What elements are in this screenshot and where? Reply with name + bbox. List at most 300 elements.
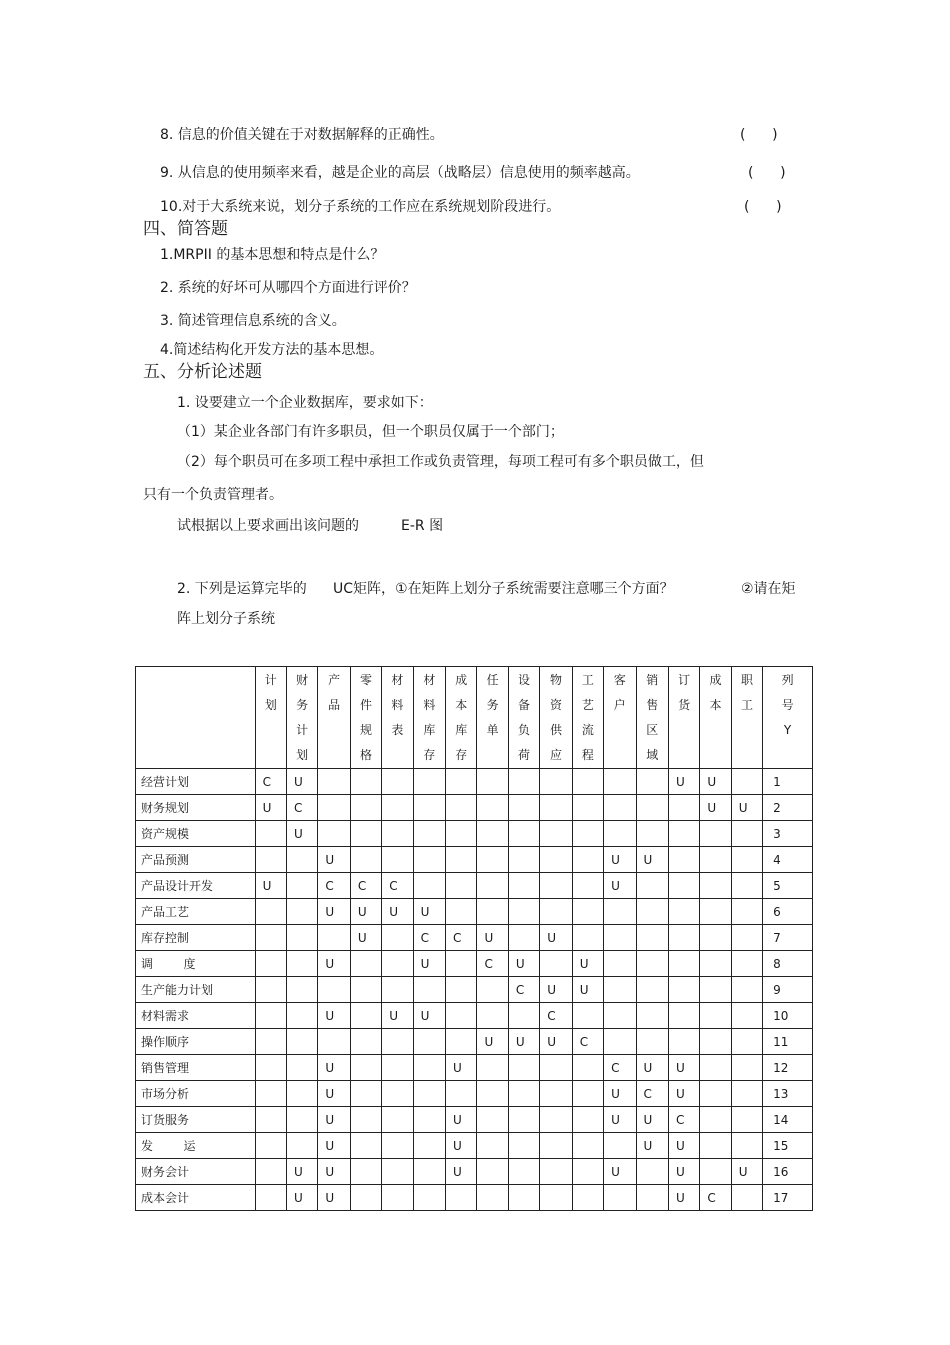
uc-row-label: 经营计划	[136, 769, 256, 795]
uc-row-number: 10	[763, 1003, 813, 1029]
uc-cell	[540, 769, 572, 795]
uc-cell	[286, 925, 317, 951]
uc-cell: C	[286, 795, 317, 821]
uc-cell	[446, 1185, 477, 1211]
uc-cell	[508, 769, 539, 795]
uc-cell: U	[668, 1185, 699, 1211]
uc-cell	[446, 795, 477, 821]
uc-cell	[604, 899, 636, 925]
uc-cell	[382, 821, 413, 847]
uc-cell	[318, 795, 350, 821]
uc-cell	[636, 1003, 668, 1029]
uc-cell	[636, 1159, 668, 1185]
section-5-title: 五、分析论述题	[143, 362, 262, 382]
analysis-question-1-task: 试根据以上要求画出该问题的	[177, 518, 359, 534]
uc-cell	[700, 821, 731, 847]
uc-cell: U	[604, 1107, 636, 1133]
uc-cell	[572, 821, 603, 847]
uc-cell	[731, 1081, 762, 1107]
uc-cell: C	[572, 1029, 603, 1055]
uc-cell	[540, 1107, 572, 1133]
uc-cell	[446, 951, 477, 977]
uc-cell	[446, 1029, 477, 1055]
uc-cell	[700, 1003, 731, 1029]
table-row	[136, 769, 813, 795]
uc-cell: U	[286, 1159, 317, 1185]
uc-cell	[413, 795, 445, 821]
uc-column-header-text: 计 划	[264, 673, 277, 712]
uc-cell	[382, 795, 413, 821]
uc-cell	[572, 925, 603, 951]
uc-cell	[700, 1107, 731, 1133]
uc-cell	[382, 769, 413, 795]
uc-cell	[731, 1003, 762, 1029]
uc-cell	[350, 1081, 381, 1107]
uc-cell	[382, 847, 413, 873]
uc-cell	[255, 1185, 286, 1211]
uc-cell: U	[413, 1003, 445, 1029]
uc-cell: U	[668, 1133, 699, 1159]
uc-cell	[636, 899, 668, 925]
uc-cell: U	[382, 1003, 413, 1029]
uc-cell	[668, 873, 699, 899]
uc-column-header	[700, 667, 731, 769]
table-row	[136, 1055, 813, 1081]
uc-cell: U	[604, 1081, 636, 1107]
uc-row-label: 操作顺序	[136, 1029, 256, 1055]
uc-cell	[508, 1081, 539, 1107]
uc-cell	[318, 1029, 350, 1055]
uc-cell	[413, 1081, 445, 1107]
uc-cell	[731, 951, 762, 977]
judgement-item-8: 8. 信息的价值关键在于对数据解释的正确性。	[160, 127, 444, 143]
uc-cell	[286, 1107, 317, 1133]
uc-row-label: 市场分析	[136, 1081, 256, 1107]
uc-cell	[286, 847, 317, 873]
uc-column-header	[350, 667, 381, 769]
uc-row-label: 产品预测	[136, 847, 256, 873]
uc-cell	[700, 873, 731, 899]
uc-cell: U	[286, 769, 317, 795]
uc-cell	[668, 977, 699, 1003]
uc-cell: C	[540, 1003, 572, 1029]
uc-cell	[350, 795, 381, 821]
uc-cell: U	[700, 795, 731, 821]
section-4-title: 四、简答题	[143, 219, 228, 239]
uc-cell	[382, 1107, 413, 1133]
uc-column-header-text: 工 艺 流 程	[581, 673, 594, 762]
table-row	[136, 1133, 813, 1159]
uc-cell: U	[286, 821, 317, 847]
short-question-1: 1.MRPII 的基本思想和特点是什么？	[160, 247, 385, 263]
uc-cell	[413, 1107, 445, 1133]
uc-cell: U	[446, 1133, 477, 1159]
uc-cell	[286, 1055, 317, 1081]
uc-cell: U	[731, 1159, 762, 1185]
uc-cell	[540, 951, 572, 977]
uc-cell	[413, 769, 445, 795]
uc-cell: U	[604, 847, 636, 873]
uc-cell: U	[572, 977, 603, 1003]
uc-cell	[508, 925, 539, 951]
uc-cell	[286, 1003, 317, 1029]
analysis-question-1-requirement-2: （2）每个职员可在多项工程中承担工作或负责管理，每项工程可有多个职员做工，但	[177, 454, 704, 470]
table-row	[136, 847, 813, 873]
uc-cell	[636, 769, 668, 795]
uc-cell	[668, 925, 699, 951]
uc-cell	[318, 821, 350, 847]
uc-cell	[413, 847, 445, 873]
uc-row-label: 销售管理	[136, 1055, 256, 1081]
uc-cell	[382, 1159, 413, 1185]
uc-column-header-text: 成 本 库 存	[455, 673, 468, 762]
uc-column-header	[731, 667, 762, 769]
uc-cell	[477, 873, 508, 899]
uc-cell	[700, 847, 731, 873]
uc-cell: U	[255, 873, 286, 899]
uc-cell	[700, 925, 731, 951]
uc-cell	[255, 1055, 286, 1081]
uc-cell	[731, 925, 762, 951]
uc-cell	[700, 899, 731, 925]
uc-cell	[477, 1081, 508, 1107]
uc-cell	[540, 1185, 572, 1211]
uc-cell	[700, 1133, 731, 1159]
analysis-question-2-part-c: ②请在矩	[741, 581, 796, 597]
uc-cell	[604, 795, 636, 821]
uc-cell	[636, 925, 668, 951]
uc-cell	[700, 951, 731, 977]
uc-cell	[572, 899, 603, 925]
analysis-question-2-part-a: 2. 下列是运算完毕的	[177, 581, 307, 597]
uc-cell	[572, 795, 603, 821]
table-row	[136, 1185, 813, 1211]
uc-cell	[318, 769, 350, 795]
uc-cell	[350, 977, 381, 1003]
uc-row-number: 15	[763, 1133, 813, 1159]
uc-cell	[413, 1159, 445, 1185]
uc-cell: U	[318, 847, 350, 873]
uc-cell	[477, 769, 508, 795]
uc-cell	[255, 977, 286, 1003]
uc-column-header	[668, 667, 699, 769]
uc-matrix-header-row	[136, 667, 813, 769]
uc-cell: U	[477, 1029, 508, 1055]
uc-cell	[540, 847, 572, 873]
uc-cell	[286, 1081, 317, 1107]
uc-cell	[255, 847, 286, 873]
uc-row-number: 7	[763, 925, 813, 951]
uc-row-label: 产品设计开发	[136, 873, 256, 899]
uc-cell: U	[318, 899, 350, 925]
uc-cell	[508, 1107, 539, 1133]
answer-blank-10: ( )	[744, 199, 782, 215]
uc-cell	[382, 951, 413, 977]
uc-cell	[446, 899, 477, 925]
uc-cell	[286, 1133, 317, 1159]
uc-column-header-text: 设 备 负 荷	[518, 673, 531, 762]
uc-column-header-text: 职 工	[740, 673, 753, 712]
uc-cell	[477, 899, 508, 925]
uc-cell	[286, 977, 317, 1003]
answer-blank-9: ( )	[748, 165, 786, 181]
uc-cell	[668, 1003, 699, 1029]
uc-cell	[255, 925, 286, 951]
uc-cell: U	[636, 1055, 668, 1081]
uc-column-header-text: 产 品	[328, 673, 341, 712]
uc-cell: U	[604, 1159, 636, 1185]
uc-cell	[540, 899, 572, 925]
uc-cell: U	[413, 899, 445, 925]
uc-cell: U	[318, 951, 350, 977]
uc-cell: U	[318, 1185, 350, 1211]
uc-row-number: 17	[763, 1185, 813, 1211]
uc-cell	[477, 1159, 508, 1185]
uc-cell: U	[350, 925, 381, 951]
uc-row-number: 2	[763, 795, 813, 821]
uc-column-header	[636, 667, 668, 769]
uc-cell: C	[382, 873, 413, 899]
uc-cell: U	[508, 951, 539, 977]
uc-cell: C	[446, 925, 477, 951]
uc-cell: U	[668, 1055, 699, 1081]
uc-cell	[286, 951, 317, 977]
uc-column-header-text: 材 料 表	[391, 673, 404, 737]
uc-row-label: 产品工艺	[136, 899, 256, 925]
uc-column-header	[572, 667, 603, 769]
uc-cell: C	[700, 1185, 731, 1211]
uc-cell	[286, 1029, 317, 1055]
uc-cell	[382, 1185, 413, 1211]
uc-cell	[350, 951, 381, 977]
uc-column-header-text: 订 货	[678, 673, 691, 712]
uc-cell	[255, 821, 286, 847]
uc-cell	[604, 769, 636, 795]
uc-cell: U	[286, 1185, 317, 1211]
uc-cell	[477, 1107, 508, 1133]
uc-column-header-text: 列 号 Y	[781, 673, 794, 737]
uc-cell	[604, 951, 636, 977]
uc-cell	[446, 1003, 477, 1029]
uc-cell: U	[318, 1159, 350, 1185]
uc-cell	[255, 1107, 286, 1133]
uc-cell	[636, 821, 668, 847]
uc-cell	[350, 1029, 381, 1055]
uc-column-header-text: 成 本	[709, 673, 722, 712]
uc-cell: C	[413, 925, 445, 951]
uc-row-number: 5	[763, 873, 813, 899]
uc-cell	[413, 821, 445, 847]
uc-cell	[604, 1133, 636, 1159]
uc-cell	[572, 1055, 603, 1081]
uc-cell	[508, 1185, 539, 1211]
uc-cell	[350, 1133, 381, 1159]
analysis-question-2-part-b: UC矩阵，①在矩阵上划分子系统需要注意哪三个方面？	[333, 581, 674, 597]
uc-cell	[572, 1107, 603, 1133]
uc-cell: U	[668, 1081, 699, 1107]
uc-row-label: 订货服务	[136, 1107, 256, 1133]
uc-cell	[540, 795, 572, 821]
table-row	[136, 1003, 813, 1029]
uc-cell	[636, 951, 668, 977]
uc-cell	[477, 795, 508, 821]
analysis-question-1-task-er: E-R 图	[401, 518, 444, 534]
uc-cell	[255, 1159, 286, 1185]
analysis-question-1-requirement-1: （1）某企业各部门有许多职员，但一个职员仅属于一个部门；	[177, 424, 564, 440]
uc-cell: C	[636, 1081, 668, 1107]
uc-cell	[700, 977, 731, 1003]
uc-cell	[540, 1055, 572, 1081]
uc-cell: U	[446, 1159, 477, 1185]
uc-cell	[731, 1107, 762, 1133]
uc-cell	[350, 847, 381, 873]
uc-column-header-text: 销 售 区 域	[646, 673, 659, 762]
uc-cell	[477, 1185, 508, 1211]
uc-cell: U	[446, 1055, 477, 1081]
uc-cell	[446, 873, 477, 899]
uc-cell	[540, 1133, 572, 1159]
uc-cell: C	[508, 977, 539, 1003]
uc-cell	[382, 925, 413, 951]
uc-cell	[636, 795, 668, 821]
uc-column-header	[446, 667, 477, 769]
uc-matrix-table	[135, 666, 813, 1211]
uc-cell	[508, 847, 539, 873]
uc-cell	[477, 1055, 508, 1081]
uc-cell	[636, 1029, 668, 1055]
uc-cell: C	[668, 1107, 699, 1133]
uc-cell	[413, 1055, 445, 1081]
uc-cell	[318, 977, 350, 1003]
uc-cell: C	[477, 951, 508, 977]
uc-cell	[382, 1133, 413, 1159]
uc-cell	[731, 1133, 762, 1159]
uc-cell	[668, 847, 699, 873]
uc-cell	[508, 1003, 539, 1029]
uc-cell	[286, 899, 317, 925]
uc-cell: U	[668, 1159, 699, 1185]
uc-cell	[350, 1185, 381, 1211]
uc-cell	[382, 1081, 413, 1107]
uc-row-number: 4	[763, 847, 813, 873]
table-row	[136, 977, 813, 1003]
uc-cell	[668, 795, 699, 821]
uc-row-number: 1	[763, 769, 813, 795]
uc-cell	[700, 1029, 731, 1055]
uc-cell: C	[255, 769, 286, 795]
uc-column-header	[286, 667, 317, 769]
uc-cell	[350, 821, 381, 847]
uc-cell	[508, 1133, 539, 1159]
uc-cell	[572, 873, 603, 899]
uc-cell	[508, 1055, 539, 1081]
uc-cell: U	[318, 1055, 350, 1081]
table-row	[136, 951, 813, 977]
uc-cell	[731, 1055, 762, 1081]
uc-cell: U	[413, 951, 445, 977]
uc-cell	[731, 821, 762, 847]
uc-column-header	[255, 667, 286, 769]
uc-cell	[446, 847, 477, 873]
uc-cell	[413, 1133, 445, 1159]
uc-cell	[508, 873, 539, 899]
uc-row-number: 12	[763, 1055, 813, 1081]
uc-cell	[636, 1185, 668, 1211]
uc-cell: U	[540, 1029, 572, 1055]
uc-cell	[477, 821, 508, 847]
uc-cell	[286, 873, 317, 899]
uc-row-label: 财务会计	[136, 1159, 256, 1185]
analysis-question-1-intro: 1. 设要建立一个企业数据库，要求如下：	[177, 395, 433, 411]
uc-cell	[572, 1003, 603, 1029]
short-question-2: 2. 系统的好坏可从哪四个方面进行评价？	[160, 280, 416, 296]
uc-cell	[350, 1107, 381, 1133]
uc-column-header	[763, 667, 813, 769]
uc-cell	[731, 769, 762, 795]
uc-column-header	[413, 667, 445, 769]
uc-cell	[604, 977, 636, 1003]
uc-cell: U	[700, 769, 731, 795]
table-row	[136, 1107, 813, 1133]
table-row	[136, 821, 813, 847]
uc-cell	[255, 899, 286, 925]
uc-cell: U	[350, 899, 381, 925]
uc-cell	[604, 1185, 636, 1211]
uc-cell: C	[318, 873, 350, 899]
uc-cell: U	[540, 925, 572, 951]
uc-cell	[668, 951, 699, 977]
uc-cell	[413, 1029, 445, 1055]
uc-column-header	[382, 667, 413, 769]
uc-cell	[604, 1003, 636, 1029]
uc-row-label: 成本会计	[136, 1185, 256, 1211]
uc-cell	[604, 925, 636, 951]
uc-cell	[731, 1185, 762, 1211]
uc-cell: U	[318, 1003, 350, 1029]
uc-cell	[255, 1003, 286, 1029]
uc-row-number: 13	[763, 1081, 813, 1107]
uc-cell	[477, 1133, 508, 1159]
uc-cell: U	[604, 873, 636, 899]
uc-row-number: 8	[763, 951, 813, 977]
uc-cell	[731, 873, 762, 899]
uc-column-header-text: 物 资 供 应	[549, 673, 562, 762]
uc-cell: U	[636, 1107, 668, 1133]
uc-cell	[572, 1133, 603, 1159]
table-row	[136, 1081, 813, 1107]
uc-cell	[350, 769, 381, 795]
uc-cell: U	[318, 1081, 350, 1107]
uc-row-number: 9	[763, 977, 813, 1003]
uc-column-header-text: 财 务 计 划	[296, 673, 309, 762]
uc-cell	[446, 1081, 477, 1107]
uc-row-number: 16	[763, 1159, 813, 1185]
uc-cell	[731, 1029, 762, 1055]
uc-cell: U	[731, 795, 762, 821]
uc-cell	[700, 1081, 731, 1107]
uc-cell: U	[508, 1029, 539, 1055]
uc-cell	[572, 1081, 603, 1107]
uc-cell	[604, 1029, 636, 1055]
uc-cell	[508, 899, 539, 925]
uc-cell	[255, 1133, 286, 1159]
uc-cell	[572, 847, 603, 873]
uc-cell	[508, 1159, 539, 1185]
uc-row-number: 3	[763, 821, 813, 847]
uc-row-label: 库存控制	[136, 925, 256, 951]
uc-cell	[572, 1185, 603, 1211]
answer-blank-8: ( )	[740, 127, 778, 143]
